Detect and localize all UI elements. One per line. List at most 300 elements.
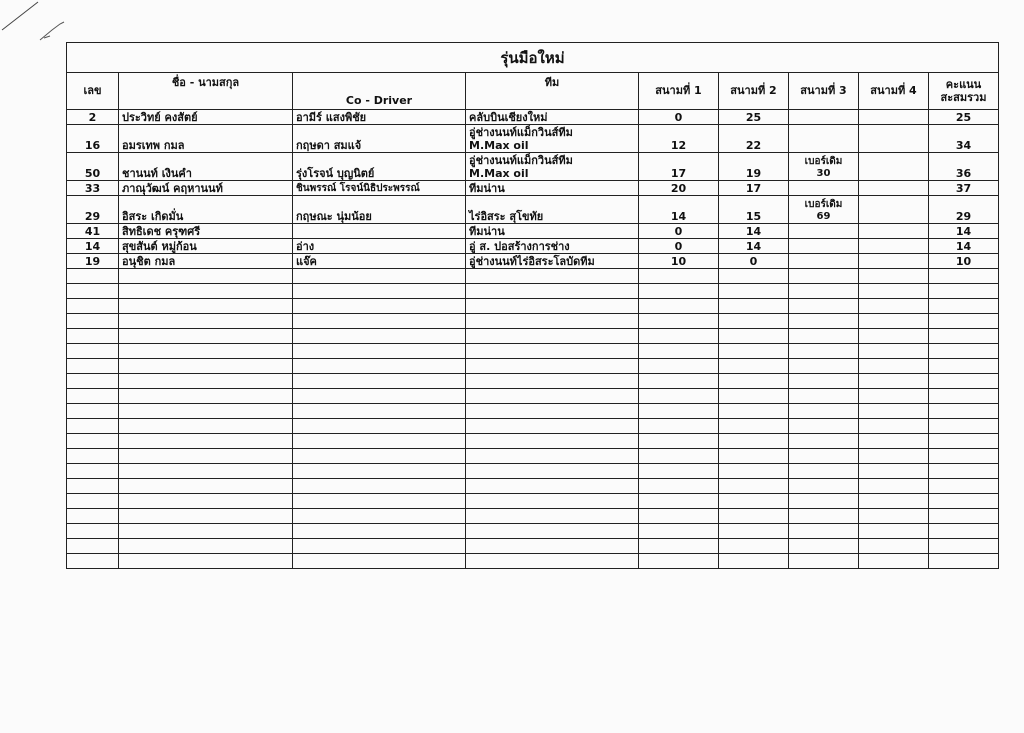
empty-cell bbox=[119, 284, 293, 299]
codriver-name: อามีร์ แสงพิชัย bbox=[293, 110, 466, 125]
empty-row bbox=[67, 509, 999, 524]
team-cell bbox=[466, 196, 639, 224]
empty-cell bbox=[639, 539, 719, 554]
empty-cell bbox=[119, 509, 293, 524]
empty-cell bbox=[859, 479, 929, 494]
empty-cell bbox=[293, 479, 466, 494]
empty-cell bbox=[67, 269, 119, 284]
empty-cell bbox=[719, 284, 789, 299]
empty-cell bbox=[466, 389, 639, 404]
empty-cell bbox=[119, 419, 293, 434]
empty-cell bbox=[466, 434, 639, 449]
round-3-cell bbox=[789, 196, 859, 224]
empty-cell bbox=[67, 464, 119, 479]
empty-cell bbox=[293, 554, 466, 569]
empty-cell bbox=[466, 374, 639, 389]
total-score: 10 bbox=[929, 254, 999, 269]
driver-name: อิสระ เกิดมั่น bbox=[119, 196, 293, 224]
round-4-score bbox=[859, 196, 929, 224]
total-score: 36 bbox=[929, 153, 999, 181]
empty-row bbox=[67, 554, 999, 569]
team-cell bbox=[466, 224, 639, 239]
empty-cell bbox=[293, 359, 466, 374]
team-line-1: อู่ช่างนนท์แม็กวินส์ทีม bbox=[469, 126, 573, 139]
driver-name: อนุชิต กมล bbox=[119, 254, 293, 269]
empty-cell bbox=[929, 329, 999, 344]
empty-cell bbox=[293, 404, 466, 419]
empty-cell bbox=[466, 494, 639, 509]
empty-cell bbox=[466, 344, 639, 359]
empty-cell bbox=[789, 434, 859, 449]
empty-row bbox=[67, 314, 999, 329]
team-cell bbox=[466, 254, 639, 269]
empty-cell bbox=[293, 509, 466, 524]
empty-cell bbox=[859, 434, 929, 449]
empty-cell bbox=[859, 344, 929, 359]
empty-cell bbox=[639, 284, 719, 299]
empty-cell bbox=[639, 554, 719, 569]
empty-cell bbox=[119, 449, 293, 464]
table-row bbox=[67, 239, 999, 254]
results-sheet bbox=[66, 42, 998, 631]
empty-cell bbox=[67, 554, 119, 569]
empty-cell bbox=[929, 284, 999, 299]
empty-cell bbox=[293, 284, 466, 299]
round-3-cell bbox=[789, 153, 859, 181]
driver-name: สิทธิเดช ครุฑศรี bbox=[119, 224, 293, 239]
header-round-1: สนามที่ 1 bbox=[639, 73, 719, 110]
header-name: ชื่อ - นามสกุล bbox=[119, 73, 293, 110]
car-number: 29 bbox=[67, 196, 119, 224]
empty-cell bbox=[719, 464, 789, 479]
empty-cell bbox=[929, 344, 999, 359]
round-2-score: 19 bbox=[719, 153, 789, 181]
empty-cell bbox=[293, 374, 466, 389]
empty-cell bbox=[859, 554, 929, 569]
empty-cell bbox=[789, 464, 859, 479]
empty-row bbox=[67, 284, 999, 299]
empty-cell bbox=[929, 464, 999, 479]
empty-cell bbox=[859, 269, 929, 284]
empty-cell bbox=[719, 359, 789, 374]
empty-cell bbox=[466, 479, 639, 494]
team-line-2: M.Max oil bbox=[469, 139, 529, 152]
empty-cell bbox=[119, 524, 293, 539]
empty-cell bbox=[466, 404, 639, 419]
round-4-score bbox=[859, 239, 929, 254]
codriver-name: อ่าง bbox=[293, 239, 466, 254]
round-1-score: 0 bbox=[639, 224, 719, 239]
car-number: 19 bbox=[67, 254, 119, 269]
empty-cell bbox=[719, 434, 789, 449]
empty-cell bbox=[119, 434, 293, 449]
empty-cell bbox=[293, 494, 466, 509]
empty-cell bbox=[466, 329, 639, 344]
empty-cell bbox=[929, 539, 999, 554]
round-1-score: 10 bbox=[639, 254, 719, 269]
empty-cell bbox=[293, 464, 466, 479]
empty-row bbox=[67, 269, 999, 284]
header-number: เลข bbox=[67, 73, 119, 110]
empty-row bbox=[67, 329, 999, 344]
empty-cell bbox=[639, 329, 719, 344]
empty-cell bbox=[859, 329, 929, 344]
empty-cell bbox=[639, 374, 719, 389]
empty-cell bbox=[119, 269, 293, 284]
round-1-score: 0 bbox=[639, 239, 719, 254]
round-4-score bbox=[859, 110, 929, 125]
empty-cell bbox=[466, 299, 639, 314]
empty-cell bbox=[719, 554, 789, 569]
empty-cell bbox=[789, 509, 859, 524]
empty-row bbox=[67, 449, 999, 464]
empty-cell bbox=[929, 299, 999, 314]
round-2-score: 22 bbox=[719, 125, 789, 153]
empty-cell bbox=[293, 329, 466, 344]
team-cell bbox=[466, 239, 639, 254]
codriver-name bbox=[293, 224, 466, 239]
empty-cell bbox=[466, 269, 639, 284]
empty-cell bbox=[67, 524, 119, 539]
empty-cell bbox=[67, 389, 119, 404]
round-1-score: 0 bbox=[639, 110, 719, 125]
total-score: 25 bbox=[929, 110, 999, 125]
empty-cell bbox=[859, 419, 929, 434]
header-codriver: Co - Driver bbox=[293, 73, 466, 110]
empty-cell bbox=[859, 359, 929, 374]
empty-cell bbox=[639, 359, 719, 374]
table-row bbox=[67, 153, 999, 181]
round-3-cell bbox=[789, 181, 859, 196]
empty-cell bbox=[466, 314, 639, 329]
team-line-1: อู่ช่างนนท์แม็กวินส์ทีม bbox=[469, 154, 573, 167]
empty-cell bbox=[67, 419, 119, 434]
total-score: 14 bbox=[929, 224, 999, 239]
empty-cell bbox=[789, 269, 859, 284]
results-table bbox=[66, 42, 999, 569]
empty-cell bbox=[929, 434, 999, 449]
total-score: 37 bbox=[929, 181, 999, 196]
empty-cell bbox=[639, 479, 719, 494]
empty-cell bbox=[67, 404, 119, 419]
header-round-2: สนามที่ 2 bbox=[719, 73, 789, 110]
round-3-cell bbox=[789, 110, 859, 125]
empty-cell bbox=[929, 359, 999, 374]
empty-cell bbox=[67, 539, 119, 554]
round-4-score bbox=[859, 254, 929, 269]
empty-cell bbox=[789, 524, 859, 539]
codriver-name: แจ๊ค bbox=[293, 254, 466, 269]
empty-cell bbox=[119, 344, 293, 359]
round-3-score: 69 bbox=[816, 211, 831, 222]
empty-cell bbox=[639, 344, 719, 359]
table-row bbox=[67, 181, 999, 196]
empty-cell bbox=[859, 539, 929, 554]
driver-name: สุขสันต์ หมู่ก้อน bbox=[119, 239, 293, 254]
empty-cell bbox=[789, 479, 859, 494]
empty-cell bbox=[67, 434, 119, 449]
empty-cell bbox=[859, 524, 929, 539]
empty-cell bbox=[719, 524, 789, 539]
codriver-name: รุ่งโรจน์ บุญนิตย์ bbox=[293, 153, 466, 181]
team-line-2: อู่ ส. ปอสร้างการช่าง bbox=[469, 240, 570, 253]
car-number: 50 bbox=[67, 153, 119, 181]
empty-cell bbox=[466, 554, 639, 569]
empty-cell bbox=[119, 299, 293, 314]
car-number: 2 bbox=[67, 110, 119, 125]
empty-cell bbox=[929, 419, 999, 434]
team-cell bbox=[466, 125, 639, 153]
empty-cell bbox=[639, 434, 719, 449]
empty-cell bbox=[929, 404, 999, 419]
round-3-note: เบอร์เดิม bbox=[804, 156, 843, 167]
empty-cell bbox=[119, 554, 293, 569]
empty-cell bbox=[119, 374, 293, 389]
round-2-score: 17 bbox=[719, 181, 789, 196]
page-title: รุ่นมือใหม่ bbox=[67, 43, 999, 73]
empty-cell bbox=[929, 509, 999, 524]
empty-cell bbox=[466, 539, 639, 554]
round-3-cell bbox=[789, 254, 859, 269]
codriver-name: กฤษณะ นุ่มน้อย bbox=[293, 196, 466, 224]
empty-row bbox=[67, 344, 999, 359]
empty-cell bbox=[119, 389, 293, 404]
car-number: 16 bbox=[67, 125, 119, 153]
empty-cell bbox=[789, 449, 859, 464]
empty-cell bbox=[466, 524, 639, 539]
table-row bbox=[67, 196, 999, 224]
empty-cell bbox=[119, 494, 293, 509]
empty-cell bbox=[67, 344, 119, 359]
empty-cell bbox=[639, 419, 719, 434]
empty-cell bbox=[639, 299, 719, 314]
empty-cell bbox=[859, 464, 929, 479]
table-row bbox=[67, 110, 999, 125]
empty-cell bbox=[466, 359, 639, 374]
team-line-2: M.Max oil bbox=[469, 167, 529, 180]
title-row bbox=[67, 43, 999, 73]
empty-cell bbox=[789, 359, 859, 374]
empty-cell bbox=[639, 449, 719, 464]
empty-cell bbox=[67, 314, 119, 329]
empty-row bbox=[67, 389, 999, 404]
empty-cell bbox=[639, 494, 719, 509]
empty-cell bbox=[119, 404, 293, 419]
empty-cell bbox=[789, 329, 859, 344]
empty-cell bbox=[789, 389, 859, 404]
empty-cell bbox=[719, 269, 789, 284]
empty-cell bbox=[293, 434, 466, 449]
empty-cell bbox=[789, 344, 859, 359]
empty-cell bbox=[789, 419, 859, 434]
empty-row bbox=[67, 404, 999, 419]
empty-row bbox=[67, 419, 999, 434]
car-number: 14 bbox=[67, 239, 119, 254]
round-2-score: 14 bbox=[719, 239, 789, 254]
empty-cell bbox=[67, 479, 119, 494]
driver-name: อมรเทพ กมล bbox=[119, 125, 293, 153]
table-row bbox=[67, 224, 999, 239]
round-2-score: 0 bbox=[719, 254, 789, 269]
round-3-score: 30 bbox=[816, 168, 831, 179]
empty-cell bbox=[859, 299, 929, 314]
empty-cell bbox=[466, 419, 639, 434]
empty-cell bbox=[929, 389, 999, 404]
team-cell bbox=[466, 153, 639, 181]
team-cell bbox=[466, 110, 639, 125]
empty-cell bbox=[119, 359, 293, 374]
empty-cell bbox=[67, 299, 119, 314]
empty-cell bbox=[119, 329, 293, 344]
empty-cell bbox=[293, 419, 466, 434]
driver-name: ภาณุวัฒน์ คฤหานนท์ bbox=[119, 181, 293, 196]
empty-cell bbox=[789, 374, 859, 389]
empty-cell bbox=[929, 449, 999, 464]
round-4-score bbox=[859, 224, 929, 239]
round-1-score: 12 bbox=[639, 125, 719, 153]
empty-cell bbox=[119, 479, 293, 494]
empty-cell bbox=[639, 269, 719, 284]
car-number: 41 bbox=[67, 224, 119, 239]
empty-row bbox=[67, 359, 999, 374]
round-4-score bbox=[859, 153, 929, 181]
round-4-score bbox=[859, 125, 929, 153]
empty-cell bbox=[789, 539, 859, 554]
empty-cell bbox=[466, 464, 639, 479]
empty-cell bbox=[859, 314, 929, 329]
round-3-cell bbox=[789, 239, 859, 254]
empty-cell bbox=[293, 524, 466, 539]
empty-cell bbox=[929, 494, 999, 509]
empty-cell bbox=[789, 314, 859, 329]
empty-cell bbox=[119, 314, 293, 329]
empty-row bbox=[67, 524, 999, 539]
empty-cell bbox=[789, 554, 859, 569]
round-3-note: เบอร์เดิม bbox=[804, 199, 843, 210]
empty-cell bbox=[929, 314, 999, 329]
header-total-line2: สะสมรวม bbox=[940, 91, 987, 104]
empty-row bbox=[67, 299, 999, 314]
empty-cell bbox=[859, 494, 929, 509]
total-score: 14 bbox=[929, 239, 999, 254]
empty-cell bbox=[293, 299, 466, 314]
team-line-2: ทีมน่าน bbox=[469, 225, 505, 238]
empty-cell bbox=[789, 404, 859, 419]
empty-cell bbox=[119, 464, 293, 479]
empty-cell bbox=[859, 374, 929, 389]
empty-cell bbox=[719, 509, 789, 524]
empty-cell bbox=[929, 554, 999, 569]
empty-cell bbox=[929, 269, 999, 284]
empty-cell bbox=[719, 374, 789, 389]
empty-cell bbox=[929, 524, 999, 539]
empty-cell bbox=[67, 509, 119, 524]
round-1-score: 14 bbox=[639, 196, 719, 224]
round-3-cell bbox=[789, 125, 859, 153]
empty-cell bbox=[639, 509, 719, 524]
empty-cell bbox=[639, 404, 719, 419]
round-2-score: 15 bbox=[719, 196, 789, 224]
empty-cell bbox=[789, 494, 859, 509]
header-round-4: สนามที่ 4 bbox=[859, 73, 929, 110]
round-1-score: 20 bbox=[639, 181, 719, 196]
empty-cell bbox=[293, 269, 466, 284]
empty-cell bbox=[639, 389, 719, 404]
empty-cell bbox=[719, 479, 789, 494]
total-score: 34 bbox=[929, 125, 999, 153]
empty-cell bbox=[859, 449, 929, 464]
header-total bbox=[929, 73, 999, 110]
team-line-2: คลับบินเชียงใหม่ bbox=[469, 111, 548, 124]
round-1-score: 17 bbox=[639, 153, 719, 181]
empty-cell bbox=[719, 494, 789, 509]
header-round-3: สนามที่ 3 bbox=[789, 73, 859, 110]
empty-cell bbox=[293, 389, 466, 404]
empty-cell bbox=[859, 389, 929, 404]
team-cell bbox=[466, 181, 639, 196]
empty-cell bbox=[719, 449, 789, 464]
round-3-cell bbox=[789, 224, 859, 239]
empty-cell bbox=[789, 299, 859, 314]
empty-cell bbox=[119, 539, 293, 554]
codriver-name: กฤษดา สมแจ้ bbox=[293, 125, 466, 153]
empty-cell bbox=[293, 344, 466, 359]
table-row bbox=[67, 254, 999, 269]
empty-cell bbox=[639, 524, 719, 539]
header-team: ทีม bbox=[466, 73, 639, 110]
empty-row bbox=[67, 464, 999, 479]
empty-cell bbox=[639, 464, 719, 479]
driver-name: ชานนท์ เงินคำ bbox=[119, 153, 293, 181]
table-row bbox=[67, 125, 999, 153]
team-line-2: อู่ช่างนนท์ไร่อิสระโลบัดทีม bbox=[469, 255, 595, 268]
empty-cell bbox=[466, 284, 639, 299]
empty-cell bbox=[719, 389, 789, 404]
empty-cell bbox=[859, 404, 929, 419]
empty-cell bbox=[719, 404, 789, 419]
empty-cell bbox=[67, 359, 119, 374]
empty-cell bbox=[719, 539, 789, 554]
team-line-2: ทีมน่าน bbox=[469, 182, 505, 195]
empty-cell bbox=[859, 509, 929, 524]
empty-cell bbox=[929, 479, 999, 494]
total-score: 29 bbox=[929, 196, 999, 224]
header-total-line1: คะแนน bbox=[945, 78, 982, 91]
empty-cell bbox=[293, 539, 466, 554]
empty-cell bbox=[859, 284, 929, 299]
empty-cell bbox=[466, 449, 639, 464]
empty-cell bbox=[67, 284, 119, 299]
car-number: 33 bbox=[67, 181, 119, 196]
empty-row bbox=[67, 434, 999, 449]
empty-cell bbox=[719, 314, 789, 329]
driver-name: ประวิทย์ คงสัตย์ bbox=[119, 110, 293, 125]
round-4-score bbox=[859, 181, 929, 196]
empty-cell bbox=[293, 449, 466, 464]
round-2-score: 25 bbox=[719, 110, 789, 125]
empty-cell bbox=[719, 329, 789, 344]
empty-cell bbox=[67, 329, 119, 344]
codriver-name: ชินพรรณ์ โรจน์นิธิประพรรณ์ bbox=[293, 181, 466, 196]
empty-cell bbox=[293, 314, 466, 329]
header-row bbox=[67, 73, 999, 110]
team-line-2: ไร่อิสระ สุโขทัย bbox=[469, 210, 544, 223]
empty-cell bbox=[929, 374, 999, 389]
empty-cell bbox=[466, 509, 639, 524]
empty-cell bbox=[719, 299, 789, 314]
empty-cell bbox=[789, 284, 859, 299]
empty-cell bbox=[67, 494, 119, 509]
